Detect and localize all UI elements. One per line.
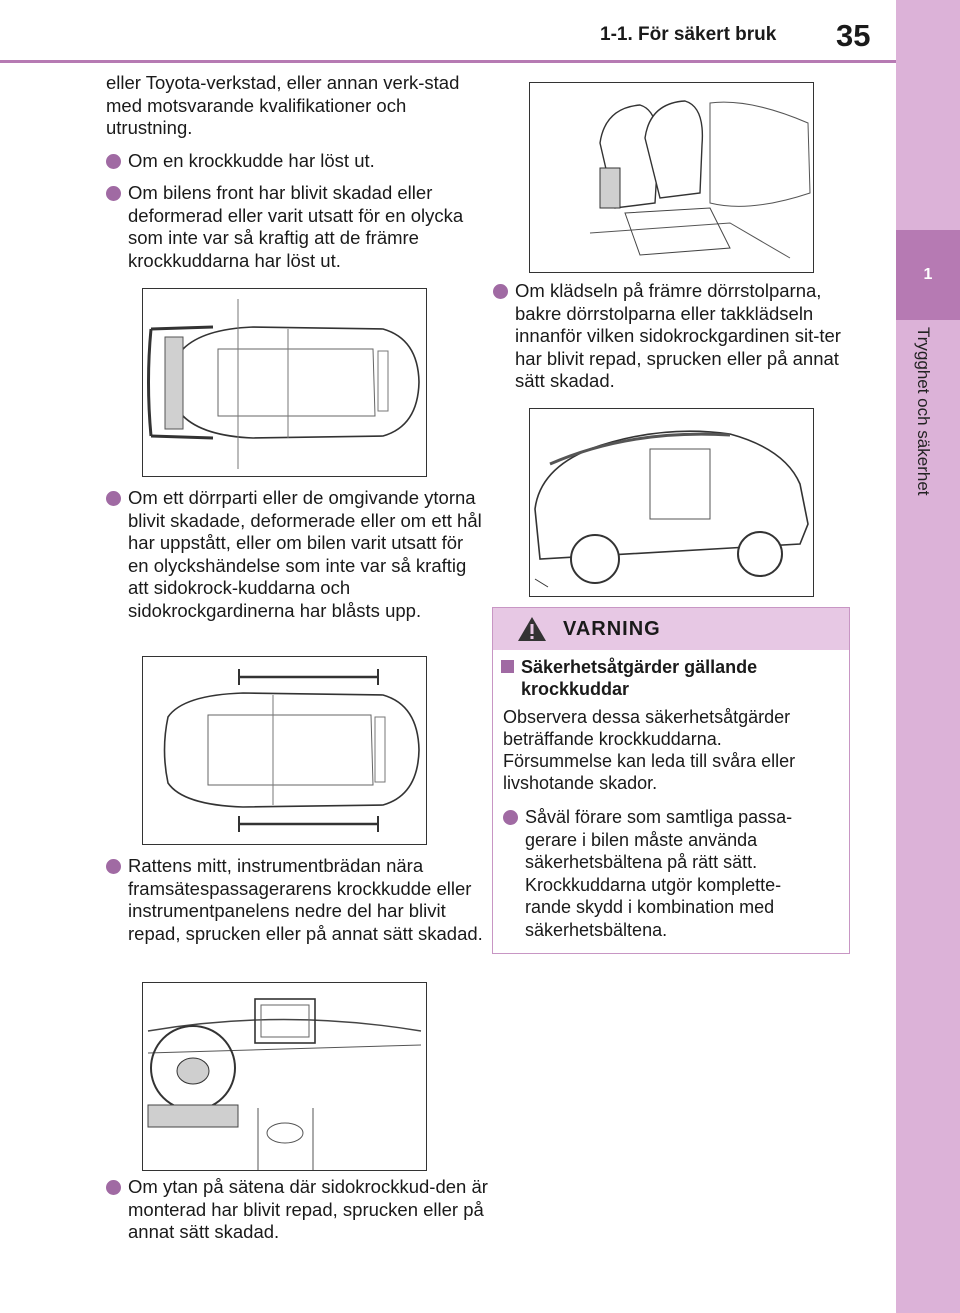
header-divider (0, 60, 896, 63)
intro-paragraph: eller Toyota-verkstad, eller annan verk-stad med motsvarande kvalifikationer och utrustning. (106, 72, 460, 138)
bullet-text: Rattens mitt, instrumentbrädan nära framsätespassagerarens krockkudde eller instrumentpanelens nedre del har blivit repad, sprucken eller på annat sätt skadad. (128, 855, 483, 944)
bullet-icon (106, 1180, 121, 1195)
bullet-item (106, 1176, 488, 1244)
figure-car-side-top-view (142, 656, 427, 845)
figure-car-side-view (529, 408, 814, 597)
bullet-text: Om ytan på sätena där sidokrockkud-den är monterad har blivit repad, sprucken eller på annat sätt skadad. (128, 1176, 488, 1242)
bullet-item (493, 280, 865, 393)
car-top-view-drawing (143, 289, 426, 476)
warning-box (492, 607, 850, 954)
bullet-item (106, 150, 478, 173)
warning-title: VARNING (563, 618, 661, 640)
car-side-drawing (143, 657, 426, 844)
figure-car-front-top-view (142, 288, 427, 477)
bullet-text: Om en krockkudde har löst ut. (128, 150, 375, 171)
warning-header (493, 608, 849, 650)
bullet-text: Om klädseln på främre dörrstolparna, bakre dörrstolparna eller takklädseln innanför vilken sidokrockgardinen sit-ter har blivit repad, sprucken eller på annat sätt skadad. (515, 280, 841, 391)
chapter-side-tab (896, 0, 960, 1313)
bullet-icon (106, 154, 121, 169)
bullet-icon (503, 810, 518, 825)
bullet-item (106, 182, 468, 272)
page-number: 35 (836, 18, 871, 53)
bullet-icon (106, 186, 121, 201)
bullet-icon (106, 859, 121, 874)
bullet-text: Om ett dörrparti eller de omgivande ytorna blivit skadade, deformerade eller om ett hål har uppstått, eller om bilen varit utsatt för en olyckshändelse som inte var så kraftig att sidokrock-kuddarna och sidokrockgardinerna har blåsts upp. (128, 487, 482, 621)
section-title: 1-1. För säkert bruk (600, 24, 777, 45)
bullet-item (106, 487, 483, 622)
car-side-view-drawing (530, 409, 813, 596)
seats-drawing (530, 83, 813, 272)
warning-subheading-text: Säkerhetsåtgärder gällande krockkuddar (521, 657, 758, 699)
bullet-item (106, 855, 483, 945)
chapter-number: 1 (896, 230, 960, 320)
bullet-text: Om bilens front har blivit skadad eller deformerad eller varit utsatt för en olycka som inte var så kraftig att de främre krockkuddarna har löst ut. (128, 182, 464, 271)
bullet-icon (493, 284, 508, 299)
figure-dashboard (142, 982, 427, 1171)
warning-subheading (501, 656, 821, 700)
warning-body: Observera dessa säkerhetsåtgärder beträffande krockkuddarna. Försummelse kan leda till svåra eller livshotande skador. (503, 707, 796, 793)
bullet-icon (106, 491, 121, 506)
square-bullet-icon (501, 660, 514, 673)
warning-triangle-icon (517, 616, 547, 642)
figure-seats (529, 82, 814, 273)
warning-bullet-text: Såväl förare som samtliga passa-gerare i bilen måste använda säkerhetsbältena på rätt sätt. Krockkuddarna utgör komplette-rande skydd i kombination med säkerhetsbältena. (525, 807, 793, 940)
chapter-label: Trygghet och säkerhet (914, 327, 933, 496)
dashboard-drawing (143, 983, 426, 1170)
warning-bullet (503, 806, 825, 941)
